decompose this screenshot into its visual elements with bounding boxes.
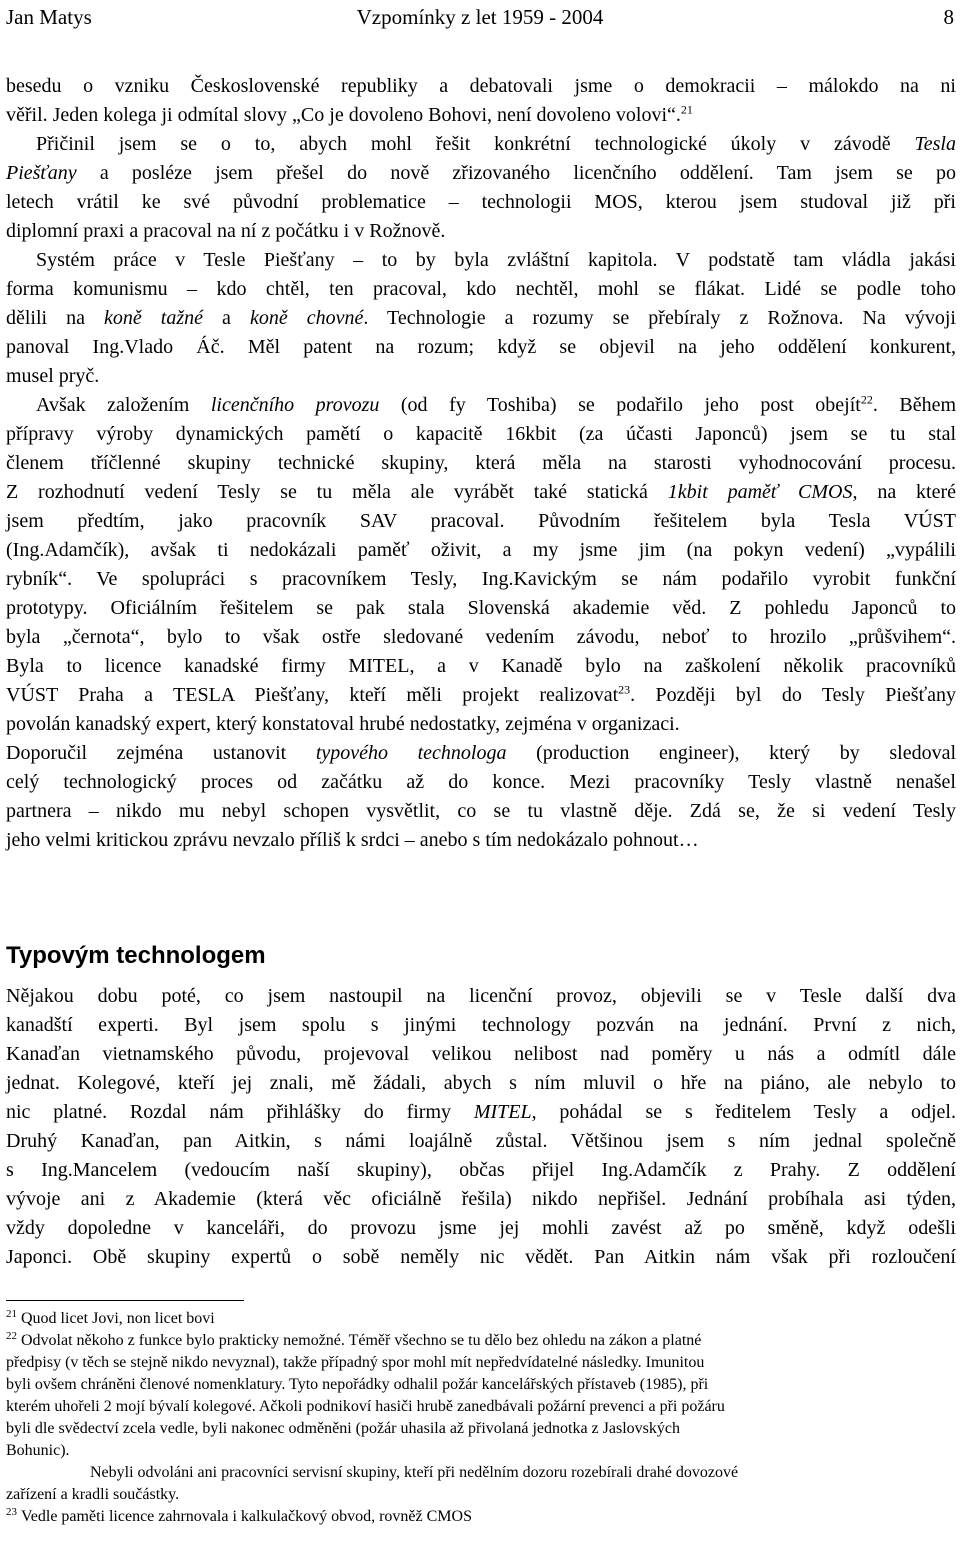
footnotes	[6, 1308, 956, 1528]
footnote-21: $^{21}$ Quod licet Jovi, non licet bovi	[6, 1307, 215, 1327]
text-line: vývoje ani z Akademie (která věc oficiálně řešila) nikdo nepřišel. Jednání probíhala asi týden,	[6, 1188, 956, 1210]
section-heading: Typovým technologem	[6, 942, 266, 969]
text-line: partnera – nikdo mu nebyl schopen vysvětlit, co se tu vlastně děje. Zdá se, že si vedení Tesly	[6, 800, 956, 822]
text-line: jednat. Kolegové, kteří jej znali, mě žádali, abych s ním mluvil o hře na piáno, ale nebylo to	[6, 1072, 956, 1094]
text-line: povolán kanadský expert, který konstatoval hrubé nedostatky, zejména v organizaci.	[6, 713, 680, 735]
section-1-text	[6, 72, 956, 855]
footnote-22: $^{22}$ Odvolat někoho z funkce bylo prakticky nemožné. Téměř všechno se tu dělo bez ohledu na zákon a platné	[6, 1329, 702, 1349]
footnote-22-line: Nebyli odvoláni ani pracovníci servisní skupiny, kteří při nedělním dozoru rozebírali drahé dovozové	[90, 1464, 739, 1481]
footnote-22-line: kterém uhořeli 2 mojí bývalí kolegové. Ačkoli podnikoví hasiči hrubě zanedbávali požární prevenci a při požáru	[6, 1398, 725, 1415]
text-line: prototypy. Oficiálním řešitelem se pak stala Slovenská akademie věd. Z pohledu Japonců to	[6, 597, 956, 619]
text-line: forma komunismu – kdo chtěl, ten pracoval, kdo nechtěl, mohl se flákat. Lidé se podle toho	[6, 278, 956, 300]
footnote-23: $^{23}$ Vedle paměti licence zahrnovala i kalkulačkový obvod, rovněž CMOS	[6, 1505, 472, 1525]
text-line: přípravy výroby dynamických pamětí o kapacitě 16kbit (za účasti Japonců) jsem se tu stal	[6, 423, 956, 445]
text-line: Byla to licence kanadské firmy MITEL, a v Kanadě bylo na zaškolení několik pracovníků	[6, 655, 956, 677]
text-line: Piešťany a posléze jsem přešel do nově zřizovaného licenčního oddělení. Tam jsem se po	[6, 162, 956, 184]
text-line: Kanaďan vietnamského původu, projevoval velikou nelibost nad poměry u nás a odmítl dále	[6, 1043, 956, 1065]
text-line: panoval Ing.Vlado Áč. Měl patent na rozum; když se objevil na jeho oddělení konkurent,	[6, 336, 956, 358]
text-line: letech vrátil ke své původní problematice – technologii MOS, kterou jsem studoval již při	[6, 191, 956, 213]
section-2-text	[6, 982, 956, 1272]
footnote-22-line: Bohunic).	[6, 1442, 70, 1459]
text-line: (Ing.Adamčík), avšak ti nedokázali paměť oživit, a my jsme jim (na pokyn vedení) „vypálili	[6, 539, 956, 561]
text-line: byla „černota“, bylo to však ostře sledované vedením závodu, neboť to hrozilo „průšvihem“.	[6, 626, 956, 648]
text-line: dělili na koně tažné a koně chovné. Technologie a rozumy se přebíraly z Rožnova. Na vývoji	[6, 307, 956, 329]
footnote-22-line: byli dle svědectví zcela vedle, byli nakonec odměněni (požár uhasila až přivolaná jednotka z Jaslovských	[6, 1420, 680, 1437]
text-line: musel pryč.	[6, 365, 100, 387]
footnote-22-line: zařízení a kradli součástky.	[6, 1486, 180, 1503]
text-line: Nějakou dobu poté, co jsem nastoupil na licenční provoz, objevili se v Tesle další dva	[6, 985, 956, 1007]
header-title: Vzpomínky z let 1959 - 2004	[356, 4, 604, 29]
footnote-ref: 21	[680, 102, 693, 117]
footnote-separator	[6, 1300, 244, 1301]
text-line: Systém práce v Tesle Piešťany – to by byla zvláštní kapitola. V podstatě tam vládla jakási	[36, 249, 956, 271]
text-line: jeho velmi kritickou zprávu nevzalo příliš k srdci – anebo s tím nedokázalo pohnout…	[6, 829, 699, 851]
footnote-22-line: byli ovšem chráněni členové nomenklatury. Tyto nepořádky odhalil požár kancelářských přístaveb (1985), při	[6, 1376, 709, 1393]
text-line: Doporučil zejména ustanovit typového technologa (production engineer), který by sledoval	[6, 742, 957, 764]
text-line: členem tříčlenné skupiny technické skupiny, která měla na starosti vyhodnocování procesu.	[6, 452, 956, 474]
text-line: kanadští experti. Byl jsem spolu s jinými technology pozván na jednání. První z nich,	[6, 1014, 956, 1036]
text-line: diplomní praxi a pracoval na ní z počátku i v Rožnově.	[6, 220, 446, 242]
text-line: Japonci. Obě skupiny expertů o sobě neměly nic vědět. Pan Aitkin nám však při rozloučení	[6, 1246, 956, 1268]
text-line: Druhý Kanaďan, pan Aitkin, s námi loajálně zůstal. Většinou jsem s ním jednal společně	[6, 1130, 956, 1152]
text-line: besedu o vzniku Československé republiky a debatovali jsme o demokracii – málokdo na ni	[6, 75, 956, 97]
text-line: jsem předtím, jako pracovník SAV pracoval. Původním řešitelem byla Tesla VÚST	[6, 510, 956, 532]
header-page-number: 8	[943, 4, 954, 29]
page-header	[6, 2, 954, 32]
text-line: s Ing.Mancelem (vedoucím naší skupiny), občas přijel Ing.Adamčík z Prahy. Z oddělení	[6, 1159, 956, 1181]
text-line: celý technologický proces od začátku až do konce. Mezi pracovníky Tesly vlastně nenašel	[6, 771, 956, 793]
text-line: rybník“. Ve spolupráci s pracovníkem Tesly, Ing.Kavickým se nám podařilo vyrobit funkční	[6, 568, 956, 590]
text-line: Avšak založením licenčního provozu (od fy Toshiba) se podařilo jeho post obejít$^{22}$. Během	[36, 392, 956, 416]
text-line: Přičinil jsem se o to, abych mohl řešit konkrétní technologické úkoly v závodě Tesla	[36, 133, 956, 155]
text-line: nic platné. Rozdal nám přihlášky do firmy MITEL, pohádal se s ředitelem Tesly a odjel.	[6, 1101, 956, 1123]
footnote-ref: 22	[860, 392, 873, 407]
text-line: VÚST Praha a TESLA Piešťany, kteří měli projekt realizovat$^{23}$. Později byl do Tesly Piešťany	[6, 682, 956, 706]
footnote-ref: 23	[618, 682, 631, 697]
text-line: Z rozhodnutí vedení Tesly se tu měla ale vyrábět také statická 1kbit paměť CMOS, na které	[6, 481, 956, 503]
footnote-22-line: předpisy (v těch se stejně nikdo nevyznal), takže případný spor mohl mít nepředvídatelné následky. Imunitou	[6, 1354, 705, 1371]
text-line: vždy dopoledne v kanceláři, do provozu jsme jej mohli zavést až po směně, když odešli	[6, 1217, 956, 1239]
text-line: věřil. Jeden kolega ji odmítal slovy „Co je dovoleno Bohovi, není dovoleno volovi“.$^{21}$	[6, 102, 693, 126]
header-author: Jan Matys	[6, 4, 92, 29]
